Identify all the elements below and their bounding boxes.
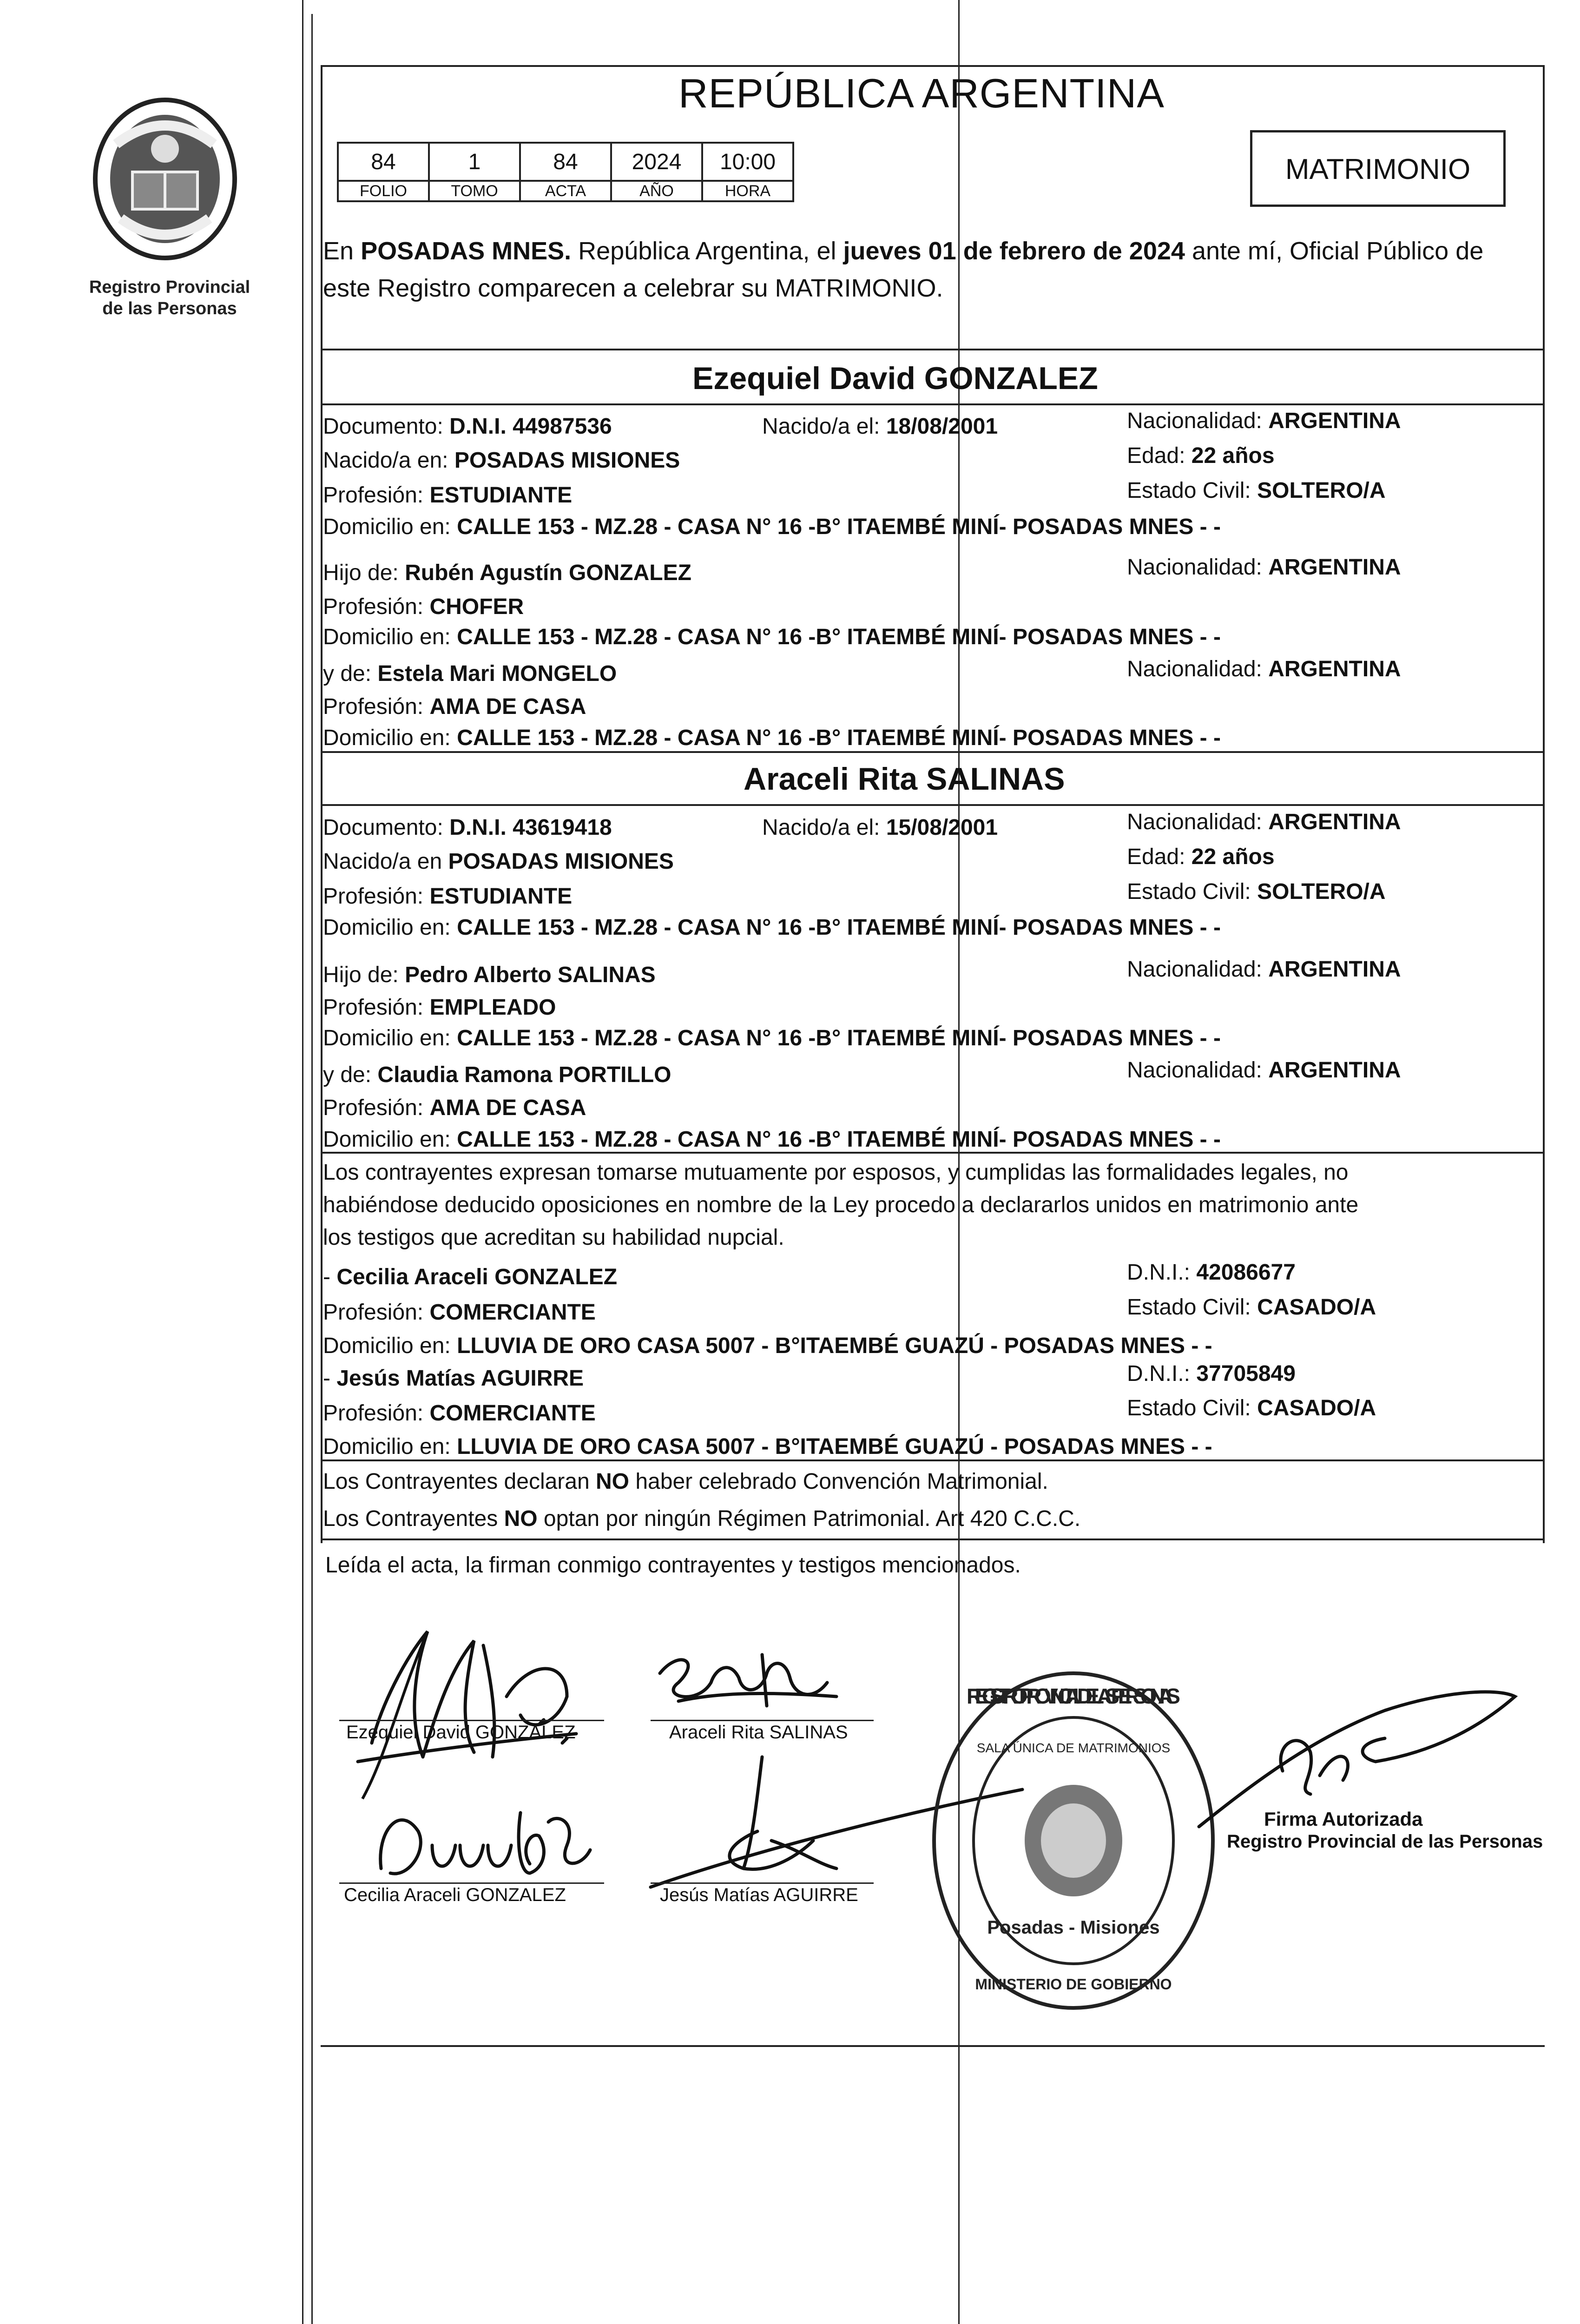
official-authorized-label: Firma Autorizada (1264, 1808, 1423, 1830)
witness-1-profession: Profesión: COMERCIANTE (323, 1300, 596, 1325)
groom-mother: y de: Estela Mari MONGELO (323, 661, 617, 686)
bride-name-heading: Araceli Rita SALINAS (744, 761, 1065, 797)
witness-2-name: - Jesús Matías AGUIRRE (323, 1366, 584, 1391)
section-divider-1 (321, 349, 1545, 350)
stamp-text: REGISTRO PROVINCIAL DE LAS PERSONAS (967, 1684, 1180, 1708)
groom-profession: Profesión: ESTUDIANTE (323, 483, 573, 508)
witness-2-dni: D.N.I.: 37705849 (1127, 1361, 1296, 1386)
bride-father: Hijo de: Pedro Alberto SALINAS (323, 963, 656, 987)
bride-civil-status: Estado Civil: SOLTERO/A (1127, 879, 1386, 904)
section-divider-4 (321, 804, 1545, 806)
groom-birthplace: Nacido/a en: POSADAS MISIONES (323, 448, 680, 473)
bride-mother: y de: Claudia Ramona PORTILLO (323, 1063, 672, 1087)
acta-value: 84 (520, 143, 611, 181)
witness-1-dni: D.N.I.: 42086677 (1127, 1260, 1296, 1285)
bride-father-address: Domicilio en: CALLE 153 - MZ.28 - CASA N° 16 -B° ITAEMBÉ MINÍ- POSADAS MNES - - (323, 1026, 1221, 1050)
provincial-seal-icon (88, 93, 242, 265)
declaration-line-3: los testigos que acreditan su habilidad nupcial. (323, 1225, 784, 1250)
witness-2-profession: Profesión: COMERCIANTE (323, 1401, 596, 1426)
bride-birthplace: Nacido/a en POSADAS MISIONES (323, 849, 674, 874)
witness-1-civil-status: Estado Civil: CASADO/A (1127, 1295, 1376, 1320)
bride-profession: Profesión: ESTUDIANTE (323, 884, 573, 909)
groom-mother-address: Domicilio en: CALLE 153 - MZ.28 - CASA N° 16 -B° ITAEMBÉ MINÍ- POSADAS MNES - - (323, 726, 1221, 750)
year-value: 2024 (611, 143, 702, 181)
groom-age: Edad: 22 años (1127, 443, 1275, 468)
document-type-badge: MATRIMONIO (1250, 130, 1506, 207)
bride-document: Documento: D.N.I. 43619418 (323, 815, 612, 840)
hour-label: HORA (702, 181, 793, 201)
folio-value: 84 (338, 143, 429, 181)
stamp-city-text: Posadas - Misiones (987, 1917, 1160, 1938)
tomo-value: 1 (429, 143, 520, 181)
section-divider-7 (321, 1538, 1545, 1540)
groom-address: Domicilio en: CALLE 153 - MZ.28 - CASA N° 16 -B° ITAEMBÉ MINÍ- POSADAS MNES - - (323, 515, 1221, 539)
bride-father-nationality: Nacionalidad: ARGENTINA (1127, 957, 1401, 982)
regime-clause-2: Los Contrayentes NO optan por ningún Régimen Patrimonial. Art 420 C.C.C. (323, 1506, 1081, 1531)
groom-father-address: Domicilio en: CALLE 153 - MZ.28 - CASA N° 16 -B° ITAEMBÉ MINÍ- POSADAS MNES - - (323, 625, 1221, 649)
bride-age: Edad: 22 años (1127, 845, 1275, 869)
bride-mother-address: Domicilio en: CALLE 153 - MZ.28 - CASA N° 16 -B° ITAEMBÉ MINÍ- POSADAS MNES - - (323, 1127, 1221, 1152)
groom-mother-nationality: Nacionalidad: ARGENTINA (1127, 657, 1401, 681)
groom-signature-line (339, 1720, 604, 1721)
registry-stamp-icon (925, 1664, 1222, 2017)
declaration-line-2: habiéndose deducido oposiciones en nombre de la Ley procedo a declararlos unidos en matrimonio ante (323, 1193, 1359, 1217)
section-divider-2 (321, 403, 1545, 405)
groom-father: Hijo de: Rubén Agustín GONZALEZ (323, 561, 691, 585)
witness-2-address: Domicilio en: LLUVIA DE ORO CASA 5007 - B°ITAEMBÉ GUAZÚ - POSADAS MNES - - (323, 1434, 1212, 1459)
closing-statement: Leída el acta, la firman conmigo contrayentes y testigos mencionados. (325, 1553, 1021, 1578)
groom-mother-profession: Profesión: AMA DE CASA (323, 694, 586, 719)
bride-nationality: Nacionalidad: ARGENTINA (1127, 810, 1401, 834)
bride-address: Domicilio en: CALLE 153 - MZ.28 - CASA N° 16 -B° ITAEMBÉ MINÍ- POSADAS MNES - - (323, 915, 1221, 940)
stamp-ministry-text: MINISTERIO DE GOBIERNO (975, 1976, 1172, 1993)
form-border-top (321, 65, 1545, 67)
registry-logo-caption: Registro Provincial de las Personas (89, 277, 250, 318)
groom-nationality: Nacionalidad: ARGENTINA (1127, 409, 1401, 433)
margin-line-right (311, 14, 313, 2324)
groom-civil-status: Estado Civil: SOLTERO/A (1127, 478, 1386, 503)
groom-birthdate: Nacido/a el: 18/08/2001 (762, 414, 998, 439)
folio-label: FOLIO (338, 181, 429, 201)
bride-mother-nationality: Nacionalidad: ARGENTINA (1127, 1058, 1401, 1083)
form-border-bottom (321, 2045, 1545, 2047)
groom-document: Documento: D.N.I. 44987536 (323, 414, 612, 439)
bride-mother-profession: Profesión: AMA DE CASA (323, 1096, 586, 1120)
witness-2-civil-status: Estado Civil: CASADO/A (1127, 1396, 1376, 1420)
bride-signature-line (651, 1720, 874, 1721)
bride-father-profession: Profesión: EMPLEADO (323, 995, 556, 1020)
witness-1-signature-icon (362, 1794, 623, 1896)
registry-table (337, 142, 794, 202)
section-divider-6 (321, 1459, 1545, 1461)
groom-signature-label: Ezequiel David GONZALEZ (346, 1722, 576, 1743)
hour-value: 10:00 (702, 143, 793, 181)
declaration-line-1: Los contrayentes expresan tomarse mutuamente por esposos, y cumplidas las formalidades legales, no (323, 1160, 1349, 1185)
witness-2-signature-label: Jesús Matías AGUIRRE (660, 1885, 858, 1905)
page-title: REPÚBLICA ARGENTINA (678, 70, 1165, 116)
witness-1-signature-line (339, 1882, 604, 1884)
bride-signature-label: Araceli Rita SALINAS (669, 1722, 848, 1743)
witness-1-name: - Cecilia Araceli GONZALEZ (323, 1265, 618, 1289)
groom-father-nationality: Nacionalidad: ARGENTINA (1127, 555, 1401, 580)
bride-signature-icon (651, 1641, 846, 1724)
acta-label: ACTA (520, 181, 611, 201)
intro-paragraph: En POSADAS MNES. República Argentina, el jueves 01 de febrero de 2024 ante mí, Oficial Público de este Registro comparecen a celebrar su MATRIMONIO. (323, 237, 1484, 302)
groom-father-profession: Profesión: CHOFER (323, 594, 524, 619)
witness-1-address: Domicilio en: LLUVIA DE ORO CASA 5007 - B°ITAEMBÉ GUAZÚ - POSADAS MNES - - (323, 1334, 1212, 1358)
year-label: AÑO (611, 181, 702, 201)
witness-1-signature-label: Cecilia Araceli GONZALEZ (344, 1885, 566, 1905)
tomo-label: TOMO (429, 181, 520, 201)
section-divider-3 (321, 751, 1545, 753)
stamp-inner-text: SALA ÚNICA DE MATRIMONIOS (976, 1741, 1171, 1755)
regime-clause-1: Los Contrayentes declaran NO haber celebrado Convención Matrimonial. (323, 1469, 1048, 1494)
margin-line-left (302, 0, 303, 2324)
groom-signature-icon (344, 1604, 623, 1803)
bride-birthdate: Nacido/a el: 15/08/2001 (762, 815, 998, 840)
groom-name-heading: Ezequiel David GONZALEZ (692, 361, 1098, 396)
witness-2-signature-line (651, 1882, 874, 1884)
official-registry-label: Registro Provincial de las Personas (1227, 1831, 1543, 1852)
